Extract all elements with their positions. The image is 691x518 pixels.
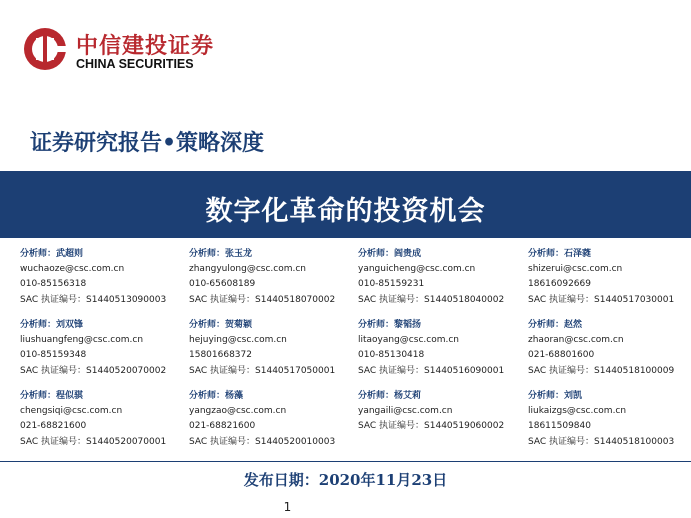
report-title: 数字化革命的投资机会	[205, 196, 486, 227]
analyst-phone: 010-85130418	[358, 350, 425, 361]
analyst-sac: SAC 执证编号：S1440519060002	[358, 421, 505, 432]
analyst-email: liukaizgs@csc.com.cn	[528, 406, 627, 417]
analyst-name: 分析师：刘双锋	[20, 320, 84, 330]
analyst-name: 分析师：黎韬扬	[358, 320, 422, 330]
citic-logo-icon	[22, 26, 68, 72]
analyst-sac: SAC 执证编号：S1440518100009	[528, 365, 675, 376]
footer-divider	[0, 461, 691, 462]
analyst-name: 分析师：程似骐	[20, 391, 84, 401]
analyst-phone: 021-68821600	[20, 421, 87, 432]
analyst-name: 分析师：张玉龙	[189, 249, 253, 259]
analyst-phone: 021-68801600	[528, 350, 595, 361]
analyst-card	[528, 247, 691, 308]
analyst-card	[358, 389, 523, 435]
analyst-email: shizerui@csc.com.cn	[528, 264, 623, 275]
analyst-name: 分析师：贺菊颖	[189, 320, 253, 330]
company-logo	[22, 26, 232, 76]
analyst-email: liushuangfeng@csc.com.cn	[20, 335, 144, 346]
analyst-card	[189, 247, 354, 308]
report-type-heading: 证券研究报告•策略深度	[30, 130, 265, 156]
analyst-email: hejuying@csc.com.cn	[189, 335, 287, 346]
analyst-card	[20, 389, 185, 450]
analyst-sac: SAC 执证编号：S1440520070002	[20, 365, 167, 376]
analyst-phone: 18611509840	[528, 421, 591, 432]
analyst-email: yanguicheng@csc.com.cn	[358, 264, 476, 275]
analyst-sac: SAC 执证编号：S1440518040002	[358, 294, 505, 305]
analyst-card	[189, 389, 354, 450]
analyst-card	[358, 318, 523, 379]
analyst-phone: 010-85159348	[20, 350, 87, 361]
analyst-sac: SAC 执证编号：S1440518100003	[528, 436, 675, 447]
analyst-email: yangaili@csc.com.cn	[358, 406, 453, 417]
analyst-phone: 010-65608189	[189, 279, 256, 290]
analyst-phone: 18616092669	[528, 279, 591, 290]
analyst-sac: SAC 执证编号：S1440517050001	[189, 365, 336, 376]
release-date: 发布日期：2020年11月23日	[243, 471, 448, 489]
analyst-email: yangzao@csc.com.cn	[189, 406, 287, 417]
analyst-card	[20, 247, 185, 308]
analyst-sac: SAC 执证编号：S1440513090003	[20, 294, 167, 305]
title-band	[0, 171, 691, 238]
analyst-name: 分析师：杨藻	[189, 391, 244, 401]
analyst-sac: SAC 执证编号：S1440520010003	[189, 436, 336, 447]
analyst-email: zhaoran@csc.com.cn	[528, 335, 624, 346]
analyst-sac: SAC 执证编号：S1440516090001	[358, 365, 505, 376]
analyst-sac: SAC 执证编号：S1440518070002	[189, 294, 336, 305]
analyst-card	[528, 318, 691, 379]
analyst-name: 分析师：杨艾莉	[358, 391, 422, 401]
analyst-name: 分析师：武超则	[20, 249, 84, 259]
analyst-phone: 010-85159231	[358, 279, 425, 290]
analyst-phone: 021-68821600	[189, 421, 256, 432]
analyst-email: litaoyang@csc.com.cn	[358, 335, 459, 346]
analyst-card	[528, 389, 691, 450]
analyst-card	[189, 318, 354, 379]
logo-chinese-name: 中信建投证券	[76, 34, 215, 59]
analyst-email: chengsiqi@csc.com.cn	[20, 406, 123, 417]
analyst-phone: 010-85156318	[20, 279, 87, 290]
analyst-email: wuchaoze@csc.com.cn	[20, 264, 125, 275]
analyst-sac: SAC 执证编号：S1440517030001	[528, 294, 675, 305]
analyst-name: 分析师：刘凯	[528, 391, 583, 401]
analyst-card	[20, 318, 185, 379]
logo-english-name: CHINA SECURITIES	[76, 57, 194, 71]
analyst-name: 分析师：阎贵成	[358, 249, 422, 259]
analyst-email: zhangyulong@csc.com.cn	[189, 264, 306, 275]
analyst-name: 分析师：赵然	[528, 320, 583, 330]
page-number: 1	[283, 500, 292, 514]
analyst-name: 分析师：石泽蕤	[528, 249, 592, 259]
analyst-sac: SAC 执证编号：S1440520070001	[20, 436, 167, 447]
analyst-card	[358, 247, 523, 308]
analyst-phone: 15801668372	[189, 350, 252, 361]
